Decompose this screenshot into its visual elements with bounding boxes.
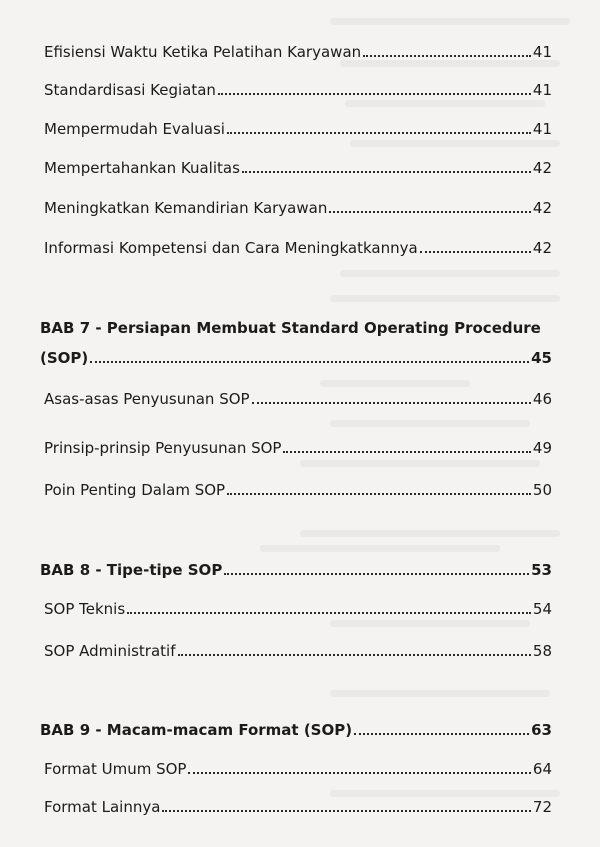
toc-entry-title: Format Umum SOP (44, 760, 187, 778)
toc-entry-kompetensi[interactable] (44, 238, 552, 258)
toc-leader-dots (90, 361, 529, 363)
toc-entry-page: 49 (532, 439, 552, 457)
bab8-page: 53 (531, 561, 552, 579)
bab8-title: BAB 8 - Tipe-tipe SOP (40, 561, 223, 579)
bab7-heading[interactable] (40, 348, 552, 368)
toc-leader-dots (242, 171, 531, 173)
toc-leader-dots (224, 573, 529, 575)
toc-entry-format-lainnya[interactable] (44, 797, 552, 817)
toc-entry-kemandirian[interactable] (44, 198, 552, 218)
bab7-heading-line1[interactable]: BAB 7 - Persiapan Membuat Standard Operating Procedure (40, 319, 541, 337)
toc-leader-dots (162, 810, 530, 812)
toc-entry-title: Format Lainnya (44, 798, 161, 816)
toc-leader-dots (227, 132, 531, 134)
toc-leader-dots (420, 251, 531, 253)
toc-entry-page: 42 (532, 199, 552, 217)
toc-entry-poin-penting[interactable] (44, 480, 552, 500)
toc-entry-page: 72 (532, 798, 552, 816)
toc-entry-efisiensi[interactable] (44, 42, 552, 62)
toc-entry-kualitas[interactable] (44, 158, 552, 178)
bab7-page: 45 (531, 349, 552, 367)
toc-entry-page: 41 (532, 120, 552, 138)
toc-entry-sop-administratif[interactable] (44, 641, 552, 661)
toc-entry-title: Mempertahankan Kualitas (44, 159, 240, 177)
toc-entry-title: Poin Penting Dalam SOP (44, 481, 226, 499)
toc-entry-page: 41 (532, 43, 552, 61)
toc-entry-page: 58 (532, 642, 552, 660)
bab9-page: 63 (531, 721, 552, 739)
toc-entry-asas[interactable] (44, 389, 552, 409)
toc-entry-evaluasi[interactable] (44, 119, 552, 139)
toc-entry-page: 64 (532, 760, 552, 778)
toc-entry-page: 54 (532, 600, 552, 618)
toc-entry-title: Prinsip-prinsip Penyusunan SOP (44, 439, 282, 457)
toc-entry-page: 42 (532, 159, 552, 177)
toc-leader-dots (218, 93, 531, 95)
toc-leader-dots (354, 733, 529, 735)
toc-leader-dots (227, 493, 531, 495)
toc-entry-title: Meningkatkan Kemandirian Karyawan (44, 199, 328, 217)
toc-entry-standardisasi[interactable] (44, 80, 552, 100)
toc-entry-prinsip[interactable] (44, 438, 552, 458)
bab9-title: BAB 9 - Macam-macam Format (SOP) (40, 721, 353, 739)
toc-leader-dots (329, 211, 531, 213)
toc-entry-page: 46 (532, 390, 552, 408)
toc-entry-page: 50 (532, 481, 552, 499)
toc-leader-dots (188, 772, 530, 774)
toc-leader-dots (252, 402, 531, 404)
toc-entry-page: 42 (532, 239, 552, 257)
toc-entry-title: Asas-asas Penyusunan SOP (44, 390, 250, 408)
bab9-heading[interactable] (40, 720, 552, 740)
toc-entry-title: Efisiensi Waktu Ketika Pelatihan Karyawan (44, 43, 362, 61)
toc-leader-dots (283, 451, 530, 453)
toc-entry-title: Informasi Kompetensi dan Cara Meningkatkannya (44, 239, 418, 257)
toc-entry-format-umum[interactable] (44, 759, 552, 779)
toc-leader-dots (127, 612, 531, 614)
toc-entry-page: 41 (532, 81, 552, 99)
toc-entry-sop-teknis[interactable] (44, 599, 552, 619)
toc-entry-title: Mempermudah Evaluasi (44, 120, 225, 138)
toc-entry-title: Standardisasi Kegiatan (44, 81, 216, 99)
toc-entry-title: SOP Administratif (44, 642, 176, 660)
bab8-heading[interactable] (40, 560, 552, 580)
toc-leader-dots (178, 654, 531, 656)
bab7-heading-line2: (SOP) (40, 349, 89, 367)
toc-leader-dots (363, 55, 531, 57)
toc-entry-title: SOP Teknis (44, 600, 126, 618)
